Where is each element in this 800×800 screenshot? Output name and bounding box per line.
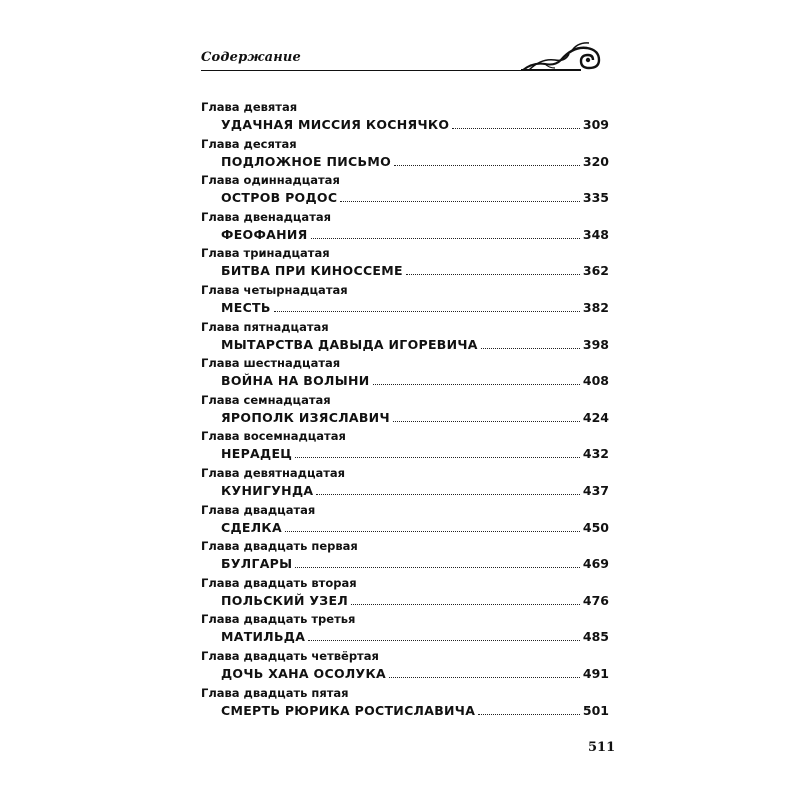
chapter-label: Глава двадцать вторая (201, 575, 357, 590)
dot-leader (311, 237, 580, 239)
toc-title-line (221, 189, 609, 205)
dot-leader (274, 310, 580, 312)
chapter-label: Глава десятая (201, 136, 297, 151)
toc-entry (201, 466, 611, 502)
chapter-page-number: 437 (582, 483, 609, 498)
chapter-page-number: 469 (582, 556, 609, 572)
toc-title-line (221, 262, 609, 278)
chapter-title: МЕСТЬ (221, 300, 271, 315)
page-number: 511 (588, 740, 616, 755)
dot-leader (481, 347, 580, 349)
chapter-page-number: 491 (582, 666, 609, 681)
toc-title-line (221, 702, 609, 718)
chapter-title: СМЕРТЬ РЮРИКА РОСТИСЛАВИЧА (221, 702, 476, 718)
chapter-label: Глава двенадцатая (201, 209, 332, 224)
chapter-page-number: 309 (582, 117, 609, 132)
toc-title-line (221, 628, 609, 644)
dot-leader (406, 273, 580, 275)
header-rule (201, 70, 521, 71)
toc-entry (201, 210, 611, 246)
chapter-page-number: 382 (582, 300, 609, 315)
dot-leader (393, 420, 580, 422)
toc-title-line (221, 116, 609, 132)
toc-entry (201, 100, 611, 136)
dot-leader (373, 383, 580, 385)
chapter-page-number: 362 (582, 263, 609, 279)
toc-title-line (221, 153, 609, 169)
toc-title-line (221, 482, 609, 498)
chapter-title: ОСТРОВ РОДОС (221, 190, 338, 206)
toc-title-line (221, 226, 609, 242)
chapter-title: УДАЧНАЯ МИССИЯ КОСНЯЧКО (221, 117, 450, 132)
chapter-label: Глава пятнадцатая (201, 319, 329, 334)
dot-leader (316, 493, 580, 495)
dot-leader (389, 676, 580, 678)
toc-entry (201, 503, 611, 539)
scroll-ornament-icon (515, 38, 615, 78)
toc-title-line (221, 592, 609, 608)
toc-title-line (221, 372, 609, 388)
toc-entry (201, 612, 611, 648)
chapter-label: Глава шестнадцатая (201, 356, 341, 371)
toc-entry (201, 246, 611, 282)
chapter-label: Глава одиннадцатая (201, 173, 340, 188)
dot-leader (308, 639, 580, 641)
toc-title-line (221, 409, 609, 425)
chapter-page-number: 476 (582, 592, 609, 608)
toc-entry (201, 320, 611, 356)
chapter-page-number: 398 (582, 336, 609, 352)
chapter-page-number: 450 (582, 519, 609, 535)
chapter-title: НЕРАДЕЦ (221, 446, 293, 462)
toc-entry (201, 283, 611, 319)
dot-leader (285, 530, 580, 532)
chapter-page-number: 348 (582, 226, 609, 242)
chapter-page-number: 432 (582, 446, 609, 462)
chapter-label: Глава двадцать четвёртая (201, 649, 379, 663)
toc-entry (201, 576, 611, 612)
dot-leader (351, 603, 580, 605)
chapter-title: СДЕЛКА (221, 519, 282, 535)
toc-entry (201, 137, 611, 173)
toc-entry (201, 539, 611, 575)
toc-entry (201, 686, 611, 722)
chapter-label: Глава девятая (201, 100, 298, 114)
toc-title-line (221, 519, 609, 535)
chapter-label: Глава двадцать первая (201, 539, 358, 554)
toc-entry (201, 429, 611, 465)
chapter-title: КУНИГУНДА (221, 483, 314, 498)
toc-title-line (221, 555, 609, 571)
dot-leader (478, 713, 580, 715)
dot-leader (340, 200, 580, 202)
dot-leader (452, 127, 580, 129)
chapter-page-number: 485 (582, 629, 609, 645)
chapter-page-number: 408 (582, 373, 609, 389)
chapter-label: Глава двадцать пятая (201, 685, 349, 700)
chapter-label: Глава семнадцатая (201, 392, 331, 407)
chapter-title: ВОЙНА НА ВОЛЫНИ (221, 373, 370, 389)
toc-entry (201, 393, 611, 429)
chapter-title: ЯРОПОЛК ИЗЯСЛАВИЧ (221, 409, 390, 425)
chapter-title: МЫТАРСТВА ДАВЫДА ИГОРЕВИЧА (221, 336, 478, 352)
toc-title-line (221, 665, 609, 681)
chapter-label: Глава двадцать третья (201, 612, 356, 627)
chapter-label: Глава девятнадцатая (201, 466, 346, 480)
toc-title-line (221, 299, 609, 315)
toc-title-line (221, 336, 609, 352)
chapter-label: Глава тринадцатая (201, 246, 330, 261)
chapter-page-number: 424 (582, 409, 609, 425)
chapter-title: БИТВА ПРИ КИНОССЕМЕ (221, 263, 403, 279)
chapter-title: ПОЛЬСКИЙ УЗЕЛ (221, 592, 349, 608)
toc-title-line (221, 445, 609, 461)
chapter-title: БУЛГАРЫ (221, 556, 293, 572)
chapter-page-number: 335 (582, 190, 609, 206)
dot-leader (394, 164, 580, 166)
dot-leader (295, 456, 580, 458)
chapter-page-number: 320 (582, 153, 609, 169)
toc-entry (201, 649, 611, 685)
chapter-label: Глава четырнадцатая (201, 283, 348, 297)
chapter-title: МАТИЛЬДА (221, 629, 306, 645)
chapter-title: ФЕОФАНИЯ (221, 226, 308, 242)
chapter-page-number: 501 (582, 702, 609, 718)
chapter-label: Глава восемнадцатая (201, 429, 346, 444)
running-header-title: Содержание (201, 50, 302, 65)
chapter-title: ДОЧЬ ХАНА ОСОЛУКА (221, 666, 386, 681)
chapter-title: ПОДЛОЖНОЕ ПИСЬМО (221, 153, 391, 169)
dot-leader (295, 566, 580, 568)
chapter-label: Глава двадцатая (201, 502, 316, 517)
toc-entry (201, 173, 611, 209)
toc-entry (201, 356, 611, 392)
